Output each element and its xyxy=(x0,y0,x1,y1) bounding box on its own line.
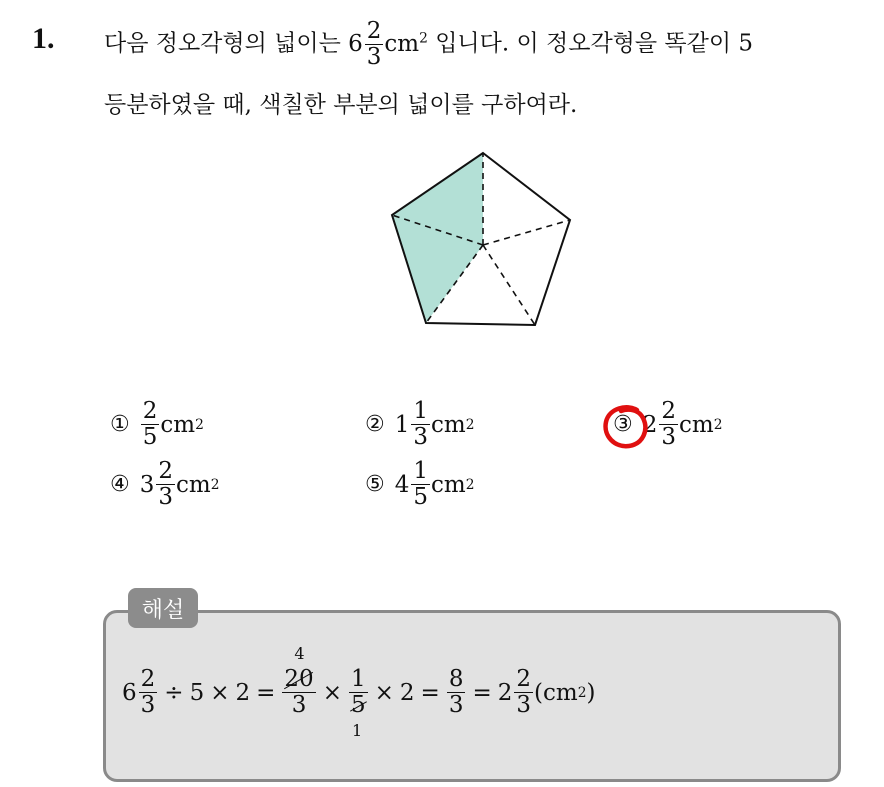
solution-term-2: 4 20 3 xyxy=(284,644,314,718)
question-text-a: 다음 정오각형의 넓이는 xyxy=(104,30,341,57)
choice-3-fraction: $\frac{2}{3}$ xyxy=(661,398,677,450)
shaded-region xyxy=(392,153,483,323)
cancel-note-4: 4 xyxy=(294,644,305,663)
solution-term-4: $\frac{8}{3}$ xyxy=(448,666,464,718)
cancel-note-1: 1 xyxy=(351,721,363,740)
area-fraction: $\frac{2}{3}$ xyxy=(366,18,382,70)
choice-2[interactable]: ② 1 $\frac{1}{3}$ cm 2 xyxy=(365,398,475,450)
question-text-b: 입니다. 이 정오각형을 똑같이 5 xyxy=(435,30,754,57)
choice-2-fraction: $\frac{1}{3}$ xyxy=(413,398,429,450)
choice-4-fraction: $\frac{2}{3}$ xyxy=(158,458,174,510)
answer-circle-mark xyxy=(601,404,651,452)
choice-4[interactable]: ④ 3 $\frac{2}{3}$ cm 2 xyxy=(110,458,220,510)
choice-5[interactable]: ⑤ 4 $\frac{1}{5}$ cm 2 xyxy=(365,458,475,510)
solution-equation: 6 $\frac{2}{3}$ ÷ 5 × 2 = 4 20 3 × 1 5 1 × 2 = $\frac{8}{3}$ = 2 $\frac{2}{3}$ (cm 2 ) xyxy=(122,644,596,740)
choice-1[interactable]: ① $\frac{2}{5}$ cm 2 xyxy=(110,398,204,450)
explanation-tab: 해설 xyxy=(128,588,198,628)
pentagon-figure xyxy=(380,145,580,335)
choice-1-fraction: $\frac{2}{5}$ xyxy=(142,398,158,450)
solution-term-1: $\frac{2}{3}$ xyxy=(140,666,156,718)
area-mixed-number: 6 $\frac{2}{3}$ $cm^2$ xyxy=(348,18,428,70)
question-number: 1. xyxy=(32,22,55,55)
question-line-2: 등분하였을 때, 색칠한 부분의 넓이를 구하여라. xyxy=(104,92,578,118)
choice-3[interactable]: ③ 2 $\frac{2}{3}$ cm 2 xyxy=(613,398,723,450)
question-line-1 xyxy=(104,20,753,69)
solution-term-5: $\frac{2}{3}$ xyxy=(516,666,532,718)
solution-term-3: 1 5 1 xyxy=(350,666,366,740)
choice-5-fraction: $\frac{1}{5}$ xyxy=(413,458,429,510)
